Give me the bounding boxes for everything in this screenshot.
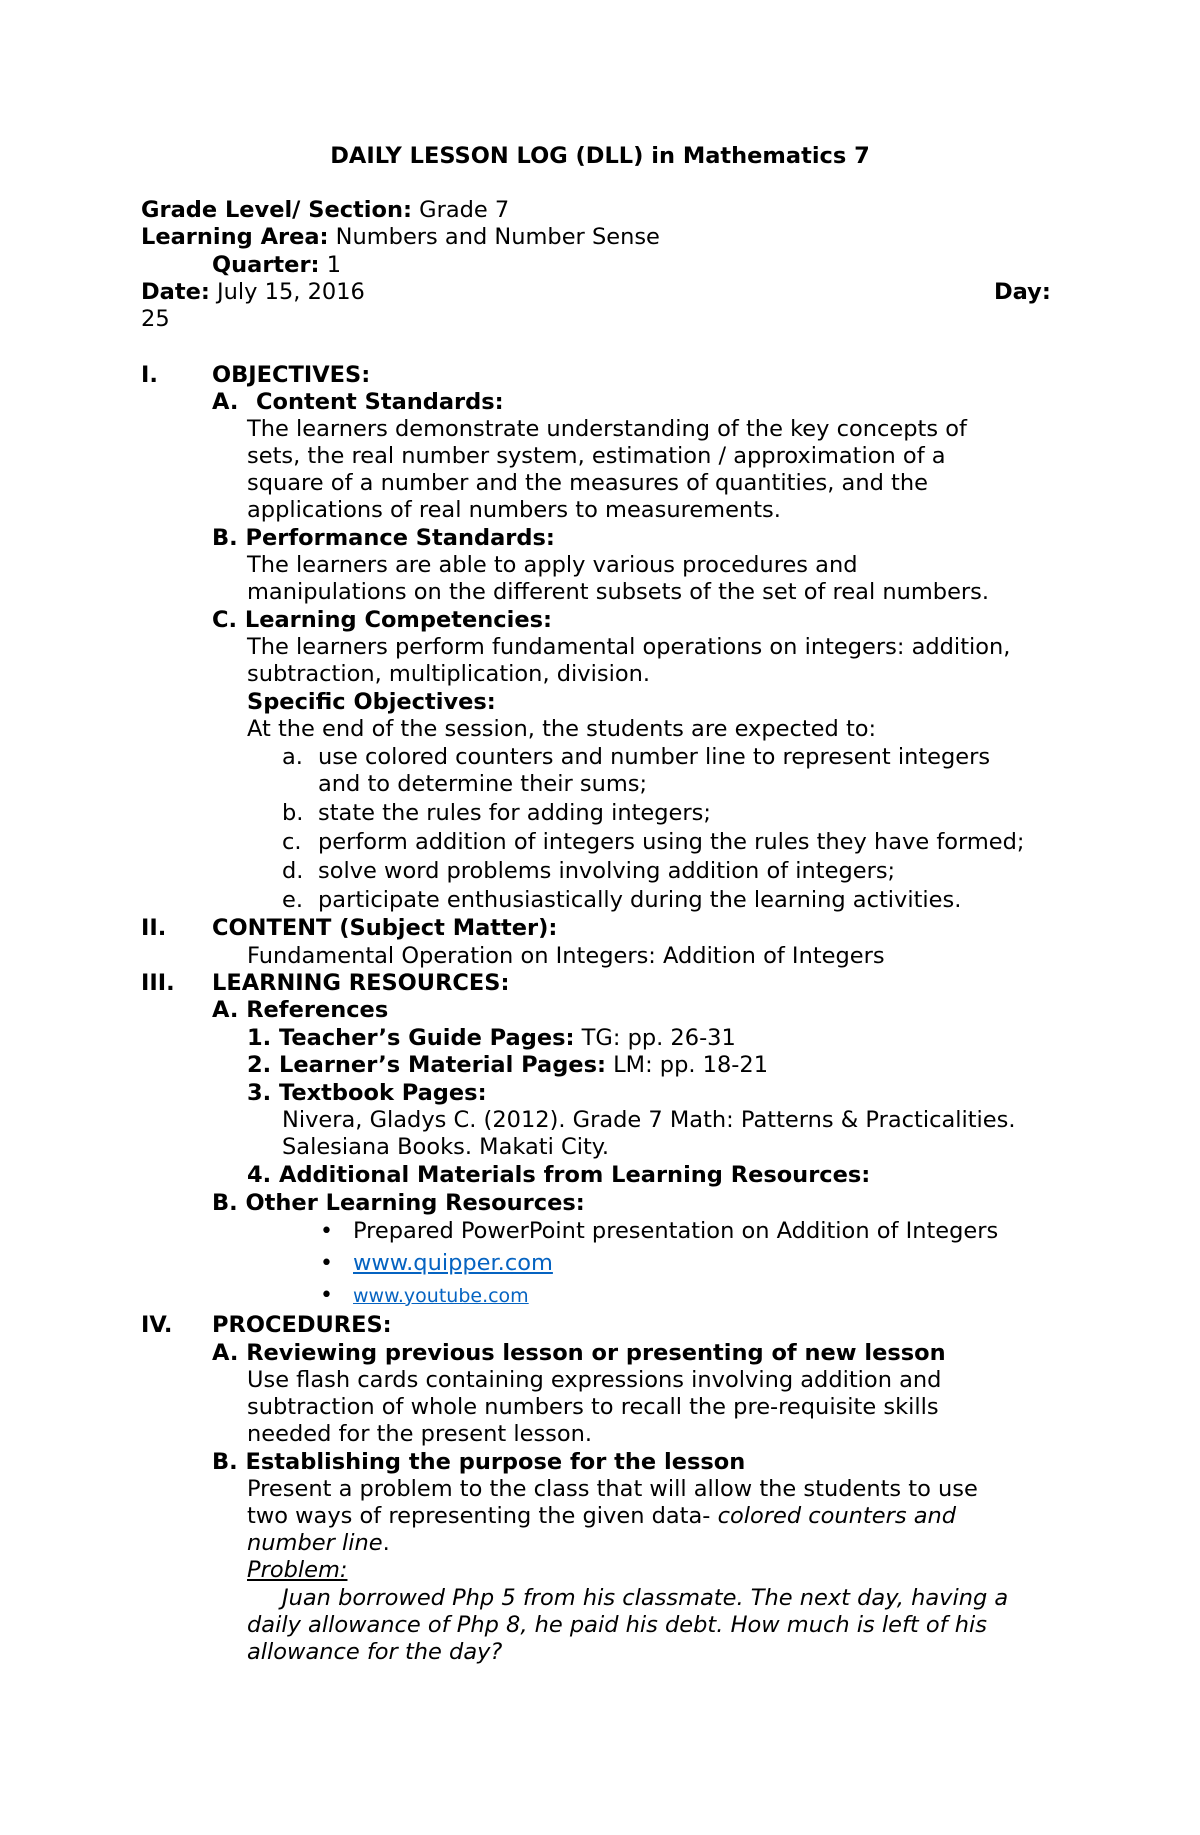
establishing-purpose-line [247,1503,956,1531]
learning-competencies-line: subtraction, multiplication, division. [247,661,651,687]
other-resource-item: Prepared PowerPoint presentation on Addition of Integers [353,1218,999,1244]
objective-item: use colored counters and number line to represent integers [318,744,991,770]
document-title: DAILY LESSON LOG (DLL) in Mathematics 7 [330,143,870,169]
objective-letter: d. [282,858,304,884]
date-value: July 15, 2016 [217,279,365,305]
problem-text-line: daily allowance of Php 8, he paid his debt. How much is left of his [247,1612,987,1638]
section-number-4: IV. [141,1312,173,1338]
performance-standards-heading: B. Performance Standards: [212,525,555,551]
content-text: Fundamental Operation on Integers: Addition of Integers [247,943,885,969]
grade-level-line [141,197,509,225]
objectives-heading: OBJECTIVES: [212,362,371,388]
bullet-icon: • [320,1251,333,1276]
objective-item: solve word problems involving addition of integers; [318,858,896,884]
date-line [141,279,365,307]
specific-objectives-heading: Specific Objectives: [247,689,496,715]
additional-materials-label: 4. Additional Materials from Learning Resources: [247,1162,871,1188]
objective-item: and to determine their sums; [318,771,648,797]
date-label: Date: [141,279,210,305]
content-standards-letter: A. [212,389,239,415]
content-heading: CONTENT (Subject Matter): [212,915,558,941]
quarter-line [212,252,341,280]
quipper-link[interactable]: www.quipper.com [353,1250,553,1276]
reviewing-lesson-heading: A. Reviewing previous lesson or presenting of new lesson [212,1340,946,1366]
establishing-purpose-emphasis: number line [247,1530,383,1556]
reviewing-lesson-line: needed for the present lesson. [247,1421,593,1447]
content-standards-line: square of a number and the measures of quantities, and the [247,470,928,496]
references-heading: A. References [212,997,389,1023]
establishing-purpose-emphasis: colored counters and [717,1503,957,1529]
quarter-value: 1 [326,252,342,278]
learners-material-line [247,1052,768,1080]
problem-label: Problem: [247,1557,348,1583]
textbook-citation-line: Salesiana Books. Makati City. [282,1134,610,1160]
grade-level-value: Grade 7 [419,197,510,223]
performance-standards-line: manipulations on the different subsets of the set of real numbers. [247,579,990,605]
learning-competencies-line: The learners perform fundamental operations on integers: addition, [247,634,1011,660]
teachers-guide-label: 1. Teacher’s Guide Pages: [247,1025,575,1051]
other-resources-heading: B. Other Learning Resources: [212,1190,585,1216]
establishing-purpose-text: two ways of representing the given data- [247,1503,711,1529]
specific-objectives-intro: At the end of the session, the students are expected to: [247,716,877,742]
learning-resources-heading: LEARNING RESOURCES: [212,970,510,996]
section-number-3: III. [141,970,175,996]
section-number-2: II. [141,915,167,941]
problem-text-line: Juan borrowed Php 5 from his classmate. The next day, having a [282,1585,1009,1611]
quarter-label: Quarter: [212,252,320,278]
objective-letter: c. [282,829,302,855]
performance-standards-line: The learners are able to apply various procedures and [247,552,858,578]
textbook-pages-label: 3. Textbook Pages: [247,1080,487,1106]
reviewing-lesson-line: subtraction of whole numbers to recall the pre-requisite skills [247,1394,939,1420]
objective-item: perform addition of integers using the rules they have formed; [318,829,1025,855]
youtube-link[interactable]: www.youtube.com [353,1285,529,1307]
objective-letter: a. [282,744,303,770]
day-label: Day: [994,279,1051,305]
objective-item: state the rules for adding integers; [318,800,711,826]
learning-area-value: Numbers and Number Sense [335,224,660,250]
section-number-1: I. [141,362,158,388]
learning-area-line [141,224,660,252]
content-standards-heading: Content Standards: [256,389,504,415]
day-value: 25 [141,306,170,332]
establishing-purpose-text: . [382,1530,390,1556]
teachers-guide-line [247,1025,736,1053]
content-standards-line: applications of real numbers to measurements. [247,497,781,523]
content-standards-line: sets, the real number system, estimation / approximation of a [247,443,946,469]
teachers-guide-value: TG: pp. 26-31 [581,1025,736,1051]
procedures-heading: PROCEDURES: [212,1312,392,1338]
bullet-icon: • [320,1219,333,1244]
learning-area-label: Learning Area: [141,224,329,250]
objective-letter: e. [282,887,303,913]
reviewing-lesson-line: Use flash cards containing expressions involving addition and [247,1367,942,1393]
learners-material-value: LM: pp. 18-21 [613,1052,769,1078]
objective-item: participate enthusiastically during the learning activities. [318,887,962,913]
problem-text-line: allowance for the day? [247,1639,503,1665]
bullet-icon: • [320,1283,333,1308]
textbook-citation-line: Nivera, Gladys C. (2012). Grade 7 Math: Patterns & Practicalities. [282,1107,1016,1133]
establishing-purpose-heading: B. Establishing the purpose for the lesson [212,1449,746,1475]
learning-competencies-heading: C. Learning Competencies: [212,607,552,633]
establishing-purpose-line: Present a problem to the class that will allow the students to use [247,1476,978,1502]
objective-letter: b. [282,800,304,826]
content-standards-line: The learners demonstrate understanding of the key concepts of [247,416,967,442]
learners-material-label: 2. Learner’s Material Pages: [247,1052,606,1078]
establishing-purpose-line [247,1530,390,1558]
grade-level-label: Grade Level/ Section: [141,197,412,223]
